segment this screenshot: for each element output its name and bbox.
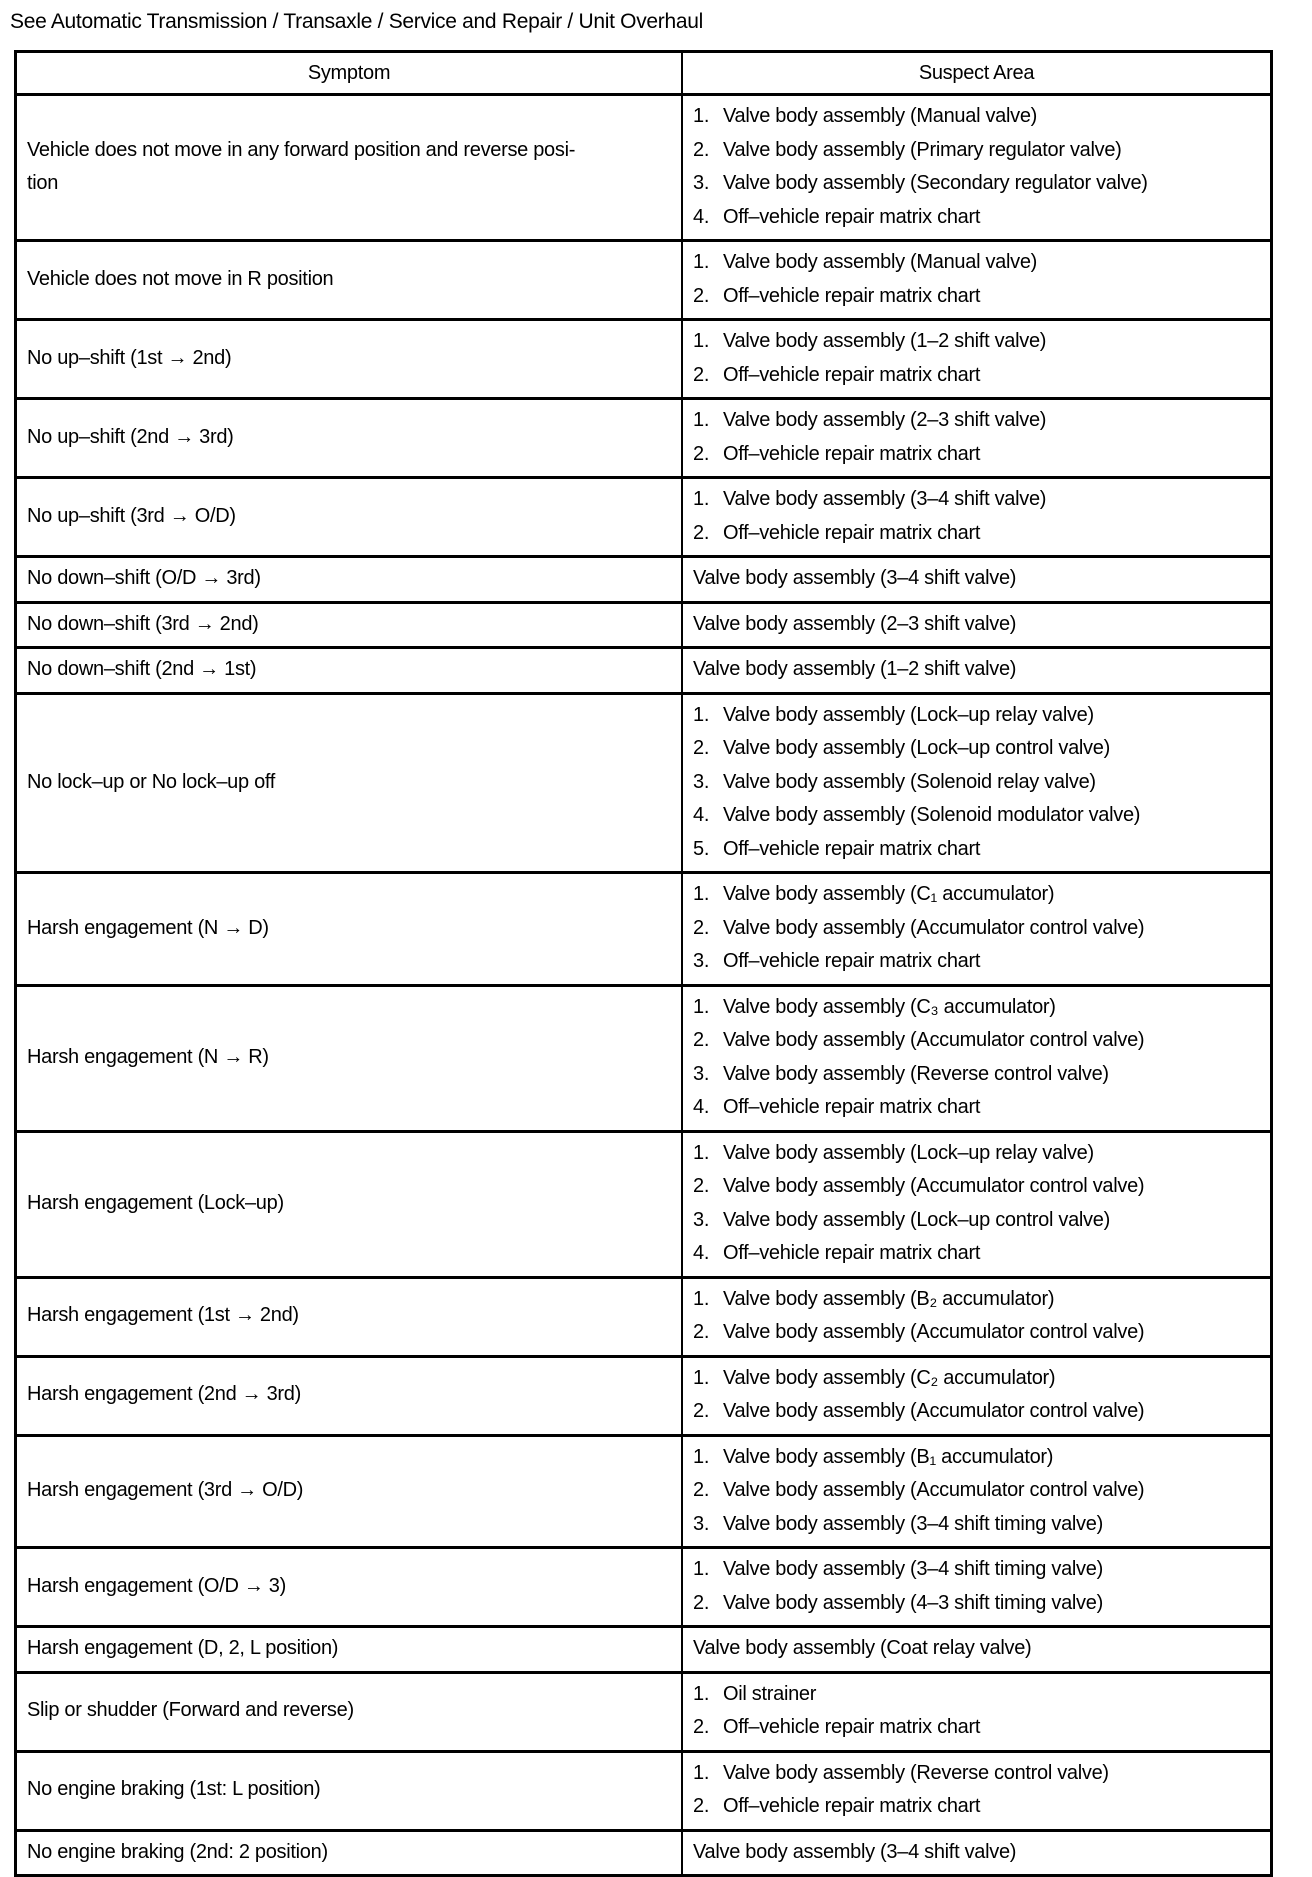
troubleshooting-table	[14, 50, 1273, 1877]
list-number: 2.	[693, 138, 710, 161]
table-row	[16, 1548, 1272, 1627]
suspect-area-cell	[682, 693, 1272, 873]
suspect-list-item	[693, 1508, 1260, 1542]
table-row	[16, 693, 1272, 873]
table-body	[16, 95, 1272, 1876]
suspect-list-item	[693, 1678, 1260, 1712]
list-number: 3.	[693, 950, 710, 972]
suspect-area-cell	[682, 1435, 1272, 1548]
list-text: Off–vehicle repair matrix chart	[723, 1716, 981, 1738]
table-row	[16, 399, 1272, 478]
suspect-list-item	[693, 359, 1260, 393]
list-text: Valve body assembly (Lock–up relay valve)	[723, 1141, 1094, 1164]
suspect-list-item	[693, 1091, 1260, 1125]
list-number: 2.	[693, 1716, 710, 1738]
suspect-list-item	[693, 1204, 1260, 1238]
list-number: 3.	[693, 1062, 710, 1085]
list-number: 2.	[693, 1400, 710, 1422]
suspect-area-cell: Valve body assembly (Coat relay valve)	[682, 1627, 1272, 1673]
list-text: Valve body assembly (C₃ accumulator)	[723, 995, 1056, 1018]
suspect-area-cell	[682, 1356, 1272, 1435]
suspect-list-item	[693, 878, 1260, 912]
suspect-list-item	[693, 100, 1260, 134]
list-text: Valve body assembly (1–2 shift valve)	[723, 330, 1047, 352]
symptom-cell: Harsh engagement (2nd → 3rd)	[16, 1356, 683, 1435]
suspect-list-item	[693, 1170, 1260, 1204]
table-row	[16, 1672, 1272, 1751]
suspect-list-item	[693, 699, 1260, 733]
list-number: 3.	[693, 172, 710, 194]
list-text: Off–vehicle repair matrix chart	[723, 1096, 981, 1118]
list-number: 1.	[693, 1558, 710, 1580]
list-number: 1.	[693, 703, 710, 726]
list-number: 2.	[693, 442, 710, 465]
list-text: Valve body assembly (3–4 shift valve)	[723, 488, 1047, 510]
suspect-area-cell	[682, 873, 1272, 986]
suspect-list-item	[693, 1395, 1260, 1429]
list-text: Off–vehicle repair matrix chart	[723, 1795, 981, 1817]
list-text: Valve body assembly (3–4 shift timing valve)	[723, 1512, 1103, 1535]
list-text: Valve body assembly (Manual valve)	[723, 251, 1038, 273]
list-text: Oil strainer	[723, 1682, 817, 1705]
list-text: Valve body assembly (B₂ accumulator)	[723, 1287, 1055, 1310]
list-text: Valve body assembly (C₁ accumulator)	[723, 883, 1055, 905]
suspect-list-item	[693, 1137, 1260, 1171]
list-number: 1.	[693, 409, 710, 431]
list-text: Valve body assembly (4–3 shift timing valve)	[723, 1591, 1103, 1614]
list-number: 2.	[693, 284, 710, 307]
suspect-list-item	[693, 991, 1260, 1025]
list-number: 2.	[693, 1321, 710, 1343]
symptom-cell: Harsh engagement (N → R)	[16, 985, 683, 1131]
suspect-list-item	[693, 766, 1260, 800]
table-row	[16, 1277, 1272, 1356]
list-number: 4.	[693, 1242, 710, 1264]
list-text: Valve body assembly (3–4 shift timing valve)	[723, 1558, 1103, 1580]
list-number: 1.	[693, 488, 710, 510]
suspect-area-cell	[682, 1672, 1272, 1751]
suspect-area-cell	[682, 1751, 1272, 1830]
suspect-list-item	[693, 201, 1260, 235]
list-text: Valve body assembly (Lock–up control valve)	[723, 1208, 1110, 1231]
suspect-area-cell	[682, 1131, 1272, 1277]
list-number: 4.	[693, 1096, 710, 1118]
list-number: 2.	[693, 1029, 710, 1051]
table-row	[16, 1356, 1272, 1435]
symptom-cell: Harsh engagement (D, 2, L position)	[16, 1627, 683, 1673]
list-text: Off–vehicle repair matrix chart	[723, 284, 981, 307]
suspect-list-item	[693, 325, 1260, 359]
suspect-list-item	[693, 1474, 1260, 1508]
list-number: 3.	[693, 770, 710, 793]
list-number: 3.	[693, 1512, 710, 1535]
suspect-list-item	[693, 134, 1260, 168]
list-text: Valve body assembly (Solenoid relay valve)	[723, 770, 1096, 793]
symptom-cell: Harsh engagement (O/D → 3)	[16, 1548, 683, 1627]
list-text: Valve body assembly (C₂ accumulator)	[723, 1366, 1056, 1389]
suspect-list-item	[693, 1058, 1260, 1092]
suspect-area-cell: Valve body assembly (2–3 shift valve)	[682, 602, 1272, 648]
symptom-cell: No up–shift (1st → 2nd)	[16, 320, 683, 399]
table-row	[16, 1435, 1272, 1548]
list-text: Valve body assembly (Reverse control valve)	[723, 1761, 1109, 1784]
suspect-list-item	[693, 1237, 1260, 1271]
suspect-list-item	[693, 1790, 1260, 1824]
symptom-cell: Vehicle does not move in R position	[16, 241, 683, 320]
table-header-row	[16, 52, 1272, 95]
list-text: Valve body assembly (Accumulator control valve)	[723, 1175, 1145, 1197]
list-text: Off–vehicle repair matrix chart	[723, 837, 981, 860]
symptom-cell: Harsh engagement (N → D)	[16, 873, 683, 986]
symptom-cell: Slip or shudder (Forward and reverse)	[16, 1672, 683, 1751]
symptom-cell: No up–shift (3rd → O/D)	[16, 478, 683, 557]
list-number: 1.	[693, 995, 710, 1018]
symptom-cell: Harsh engagement (1st → 2nd)	[16, 1277, 683, 1356]
suspect-list-item	[693, 404, 1260, 438]
symptom-cell: No up–shift (2nd → 3rd)	[16, 399, 683, 478]
suspect-list-item	[693, 1553, 1260, 1587]
list-text: Off–vehicle repair matrix chart	[723, 950, 981, 972]
suspect-list-item	[693, 732, 1260, 766]
suspect-area-cell: Valve body assembly (3–4 shift valve)	[682, 1830, 1272, 1876]
header-symptom: Symptom	[16, 52, 683, 95]
suspect-area-cell	[682, 478, 1272, 557]
list-text: Valve body assembly (Lock–up control valve)	[723, 737, 1110, 759]
list-number: 3.	[693, 1208, 710, 1231]
list-text: Valve body assembly (Lock–up relay valve)	[723, 703, 1094, 726]
suspect-list-item	[693, 799, 1260, 833]
suspect-list-item	[693, 912, 1260, 946]
list-number: 1.	[693, 1682, 710, 1705]
list-text: Off–vehicle repair matrix chart	[723, 442, 981, 465]
list-text: Off–vehicle repair matrix chart	[723, 521, 981, 544]
list-number: 2.	[693, 916, 710, 939]
table-row	[16, 1131, 1272, 1277]
header-suspect-area: Suspect Area	[682, 52, 1272, 95]
suspect-list-item	[693, 945, 1260, 979]
list-number: 2.	[693, 737, 710, 759]
list-text: Off–vehicle repair matrix chart	[723, 1242, 981, 1264]
suspect-area-cell: Valve body assembly (3–4 shift valve)	[682, 557, 1272, 603]
list-text: Valve body assembly (Secondary regulator valve)	[723, 172, 1148, 194]
table-row	[16, 95, 1272, 241]
list-number: 1.	[693, 1761, 710, 1784]
suspect-list-item	[693, 517, 1260, 551]
suspect-area-cell: Valve body assembly (1–2 shift valve)	[682, 648, 1272, 694]
suspect-list-item	[693, 483, 1260, 517]
list-number: 1.	[693, 330, 710, 352]
list-number: 2.	[693, 1591, 710, 1614]
table-row	[16, 557, 1272, 603]
suspect-list-item	[693, 1757, 1260, 1791]
list-number: 1.	[693, 883, 710, 905]
list-number: 2.	[693, 1795, 710, 1817]
list-text: Valve body assembly (Manual valve)	[723, 105, 1038, 127]
list-number: 1.	[693, 105, 710, 127]
list-text: Valve body assembly (Solenoid modulator valve)	[723, 804, 1141, 826]
suspect-list-item	[693, 1587, 1260, 1621]
suspect-list-item	[693, 1024, 1260, 1058]
table-row	[16, 1830, 1272, 1876]
table-row	[16, 320, 1272, 399]
list-number: 1.	[693, 1141, 710, 1164]
table-row	[16, 985, 1272, 1131]
list-number: 1.	[693, 1287, 710, 1310]
list-number: 1.	[693, 1445, 710, 1468]
suspect-list-item	[693, 246, 1260, 280]
table-row	[16, 1627, 1272, 1673]
suspect-list-item	[693, 1711, 1260, 1745]
suspect-list-item	[693, 167, 1260, 201]
symptom-cell: No down–shift (2nd → 1st)	[16, 648, 683, 694]
table-row	[16, 478, 1272, 557]
list-number: 5.	[693, 837, 710, 860]
page-title: See Automatic Transmission / Transaxle / Service and Repair / Unit Overhaul	[10, 10, 703, 33]
suspect-area-cell	[682, 95, 1272, 241]
suspect-area-cell	[682, 241, 1272, 320]
suspect-area-cell	[682, 1548, 1272, 1627]
list-text: Valve body assembly (2–3 shift valve)	[723, 409, 1047, 431]
list-text: Valve body assembly (B₁ accumulator)	[723, 1445, 1054, 1468]
list-text: Valve body assembly (Accumulator control valve)	[723, 1321, 1145, 1343]
symptom-cell: Vehicle does not move in any forward position and reverse posi- tion	[16, 95, 683, 241]
symptom-cell: No engine braking (1st: L position)	[16, 1751, 683, 1830]
list-text: Off–vehicle repair matrix chart	[723, 363, 981, 386]
list-number: 2.	[693, 1479, 710, 1501]
list-number: 2.	[693, 363, 710, 386]
list-number: 4.	[693, 205, 710, 228]
symptom-cell: No engine braking (2nd: 2 position)	[16, 1830, 683, 1876]
table-row	[16, 241, 1272, 320]
table-row	[16, 1751, 1272, 1830]
list-number: 2.	[693, 521, 710, 544]
list-number: 4.	[693, 804, 710, 826]
list-text: Valve body assembly (Primary regulator valve)	[723, 138, 1122, 161]
list-text: Valve body assembly (Accumulator control valve)	[723, 1479, 1145, 1501]
symptom-cell: Harsh engagement (3rd → O/D)	[16, 1435, 683, 1548]
symptom-cell: No down–shift (O/D → 3rd)	[16, 557, 683, 603]
table-row	[16, 648, 1272, 694]
list-text: Valve body assembly (Accumulator control valve)	[723, 1400, 1145, 1422]
table-row	[16, 873, 1272, 986]
suspect-area-cell	[682, 399, 1272, 478]
suspect-area-cell	[682, 985, 1272, 1131]
suspect-list-item	[693, 438, 1260, 472]
suspect-list-item	[693, 1362, 1260, 1396]
suspect-area-cell	[682, 1277, 1272, 1356]
list-text: Valve body assembly (Accumulator control valve)	[723, 1029, 1145, 1051]
symptom-cell: No lock–up or No lock–up off	[16, 693, 683, 873]
suspect-list-item	[693, 1316, 1260, 1350]
symptom-cell: Harsh engagement (Lock–up)	[16, 1131, 683, 1277]
list-number: 2.	[693, 1175, 710, 1197]
suspect-list-item	[693, 280, 1260, 314]
suspect-list-item	[693, 1441, 1260, 1475]
list-number: 1.	[693, 1366, 710, 1389]
table-row	[16, 602, 1272, 648]
list-number: 1.	[693, 251, 710, 273]
list-text: Valve body assembly (Accumulator control valve)	[723, 916, 1145, 939]
symptom-cell: No down–shift (3rd → 2nd)	[16, 602, 683, 648]
list-text: Off–vehicle repair matrix chart	[723, 205, 981, 228]
suspect-area-cell	[682, 320, 1272, 399]
suspect-list-item	[693, 1283, 1260, 1317]
suspect-list-item	[693, 833, 1260, 867]
list-text: Valve body assembly (Reverse control valve)	[723, 1062, 1109, 1085]
